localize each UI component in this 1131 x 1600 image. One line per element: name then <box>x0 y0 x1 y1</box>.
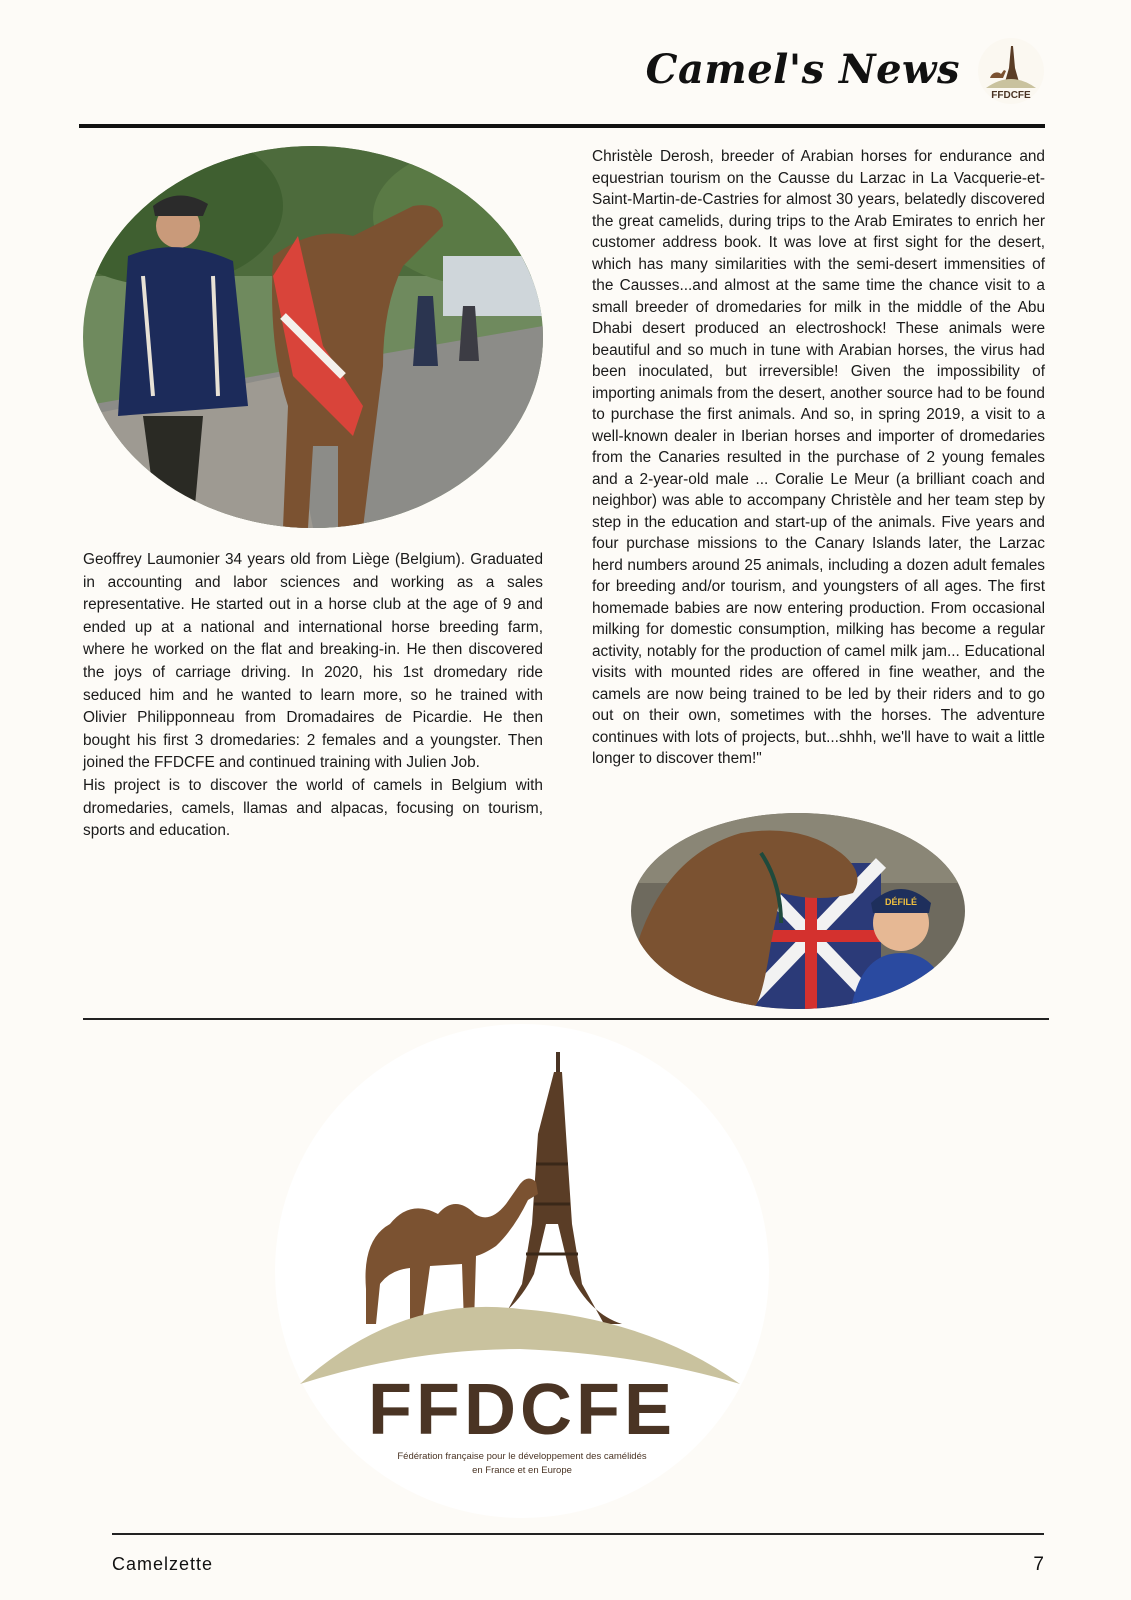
ffdcfe-small-logo <box>978 38 1044 104</box>
logo-tagline-line-1: Fédération française pour le développement des camélidés <box>397 1451 647 1462</box>
cap-text: DÉFILÉ <box>884 897 918 907</box>
article-left-column <box>83 549 543 843</box>
photo-woman-with-camel <box>631 813 965 1009</box>
ffdcfe-logo <box>270 1024 775 1518</box>
photo-man-with-camel <box>83 146 543 528</box>
logo-wordmark: FFDCFE <box>368 1370 676 1450</box>
page-number: 7 <box>1033 1554 1044 1575</box>
logo-tagline-line-2: en France et en Europe <box>472 1465 572 1476</box>
left-paragraph-2: His project is to discover the world of camels in Belgium with dromedaries, camels, llamas and alpacas, focusing on tourism, sports and education. <box>83 776 543 840</box>
left-paragraph-1: Geoffrey Laumonier 34 years old from Liège (Belgium). Graduated in accounting and labor sciences and working as a sales representative. He started out in a horse club at the age of 9 and ended up at a national and international horse breeding farm, where he worked on the flat and breaking-in. He then discovered the joys of carriage driving. In 2020, his 1st dromedary ride seduced him and he wanted to learn more, so he trained with Olivier Philipponneau from Dromadaires de Picardie. He then bought his first 3 dromedaries: 2 females and a youngster. Then joined the FFDCFE and continued training with Julien Job. <box>83 551 543 772</box>
footer-rule <box>112 1533 1044 1535</box>
header-rule <box>79 124 1045 128</box>
small-logo-text: FFDCFE <box>991 90 1031 101</box>
section-rule <box>83 1018 1049 1020</box>
article-right-column <box>592 146 1045 770</box>
footer-publication-name: Camelzette <box>112 1554 214 1574</box>
masthead-title: Camel's News <box>645 46 960 93</box>
right-paragraph: Christèle Derosh, breeder of Arabian horses for endurance and equestrian tourism on the Causse du Larzac in La Vacquerie-et-Saint-Martin-de-Castries for almost 30 years, belatedly discovered the great camelids, during trips to the Arab Emirates to enrich her customer address book. It was love at first sight for the desert, which has many similarities with the semi-desert immensities of the Causses...and almost at the same time the chance visit to a small breeder of dromedaries for milk in the middle of the Abu Dhabi desert produced an electroshock! These animals were beautiful and so much in tune with Arabian horses, the virus had been inoculated, but irreversible! Given the impossibility of importing animals from the desert, another source had to be found to purchase the first animals. And so, in spring 2019, a visit to a well-known dealer in Iberian horses and importer of dromedaries from the Canaries resulted in the purchase of 2 young females and a 2-year-old male ... Coralie Le Meur (a brilliant coach and neighbor) was able to accompany Christèle and her team step by step in the education and start-up of the animals. Five years and four purchase missions to the Canary Islands later, the Larzac herd numbers around 25 animals, including a dozen adult females for breeding and/or tourism, and youngsters of all ages. The first homemade babies are now entering production. From occasional milking for domestic consumption, milking has become a regular activity, notably for the production of camel milk jam... Educational visits with mounted rides are offered in fine weather, and the camels are now being trained to be led by their riders and to go out on their own, sometimes with the horses. The adventure continues with lots of projects, but...shhh, we'll have to wait a little longer to discover them!" <box>592 148 1045 767</box>
